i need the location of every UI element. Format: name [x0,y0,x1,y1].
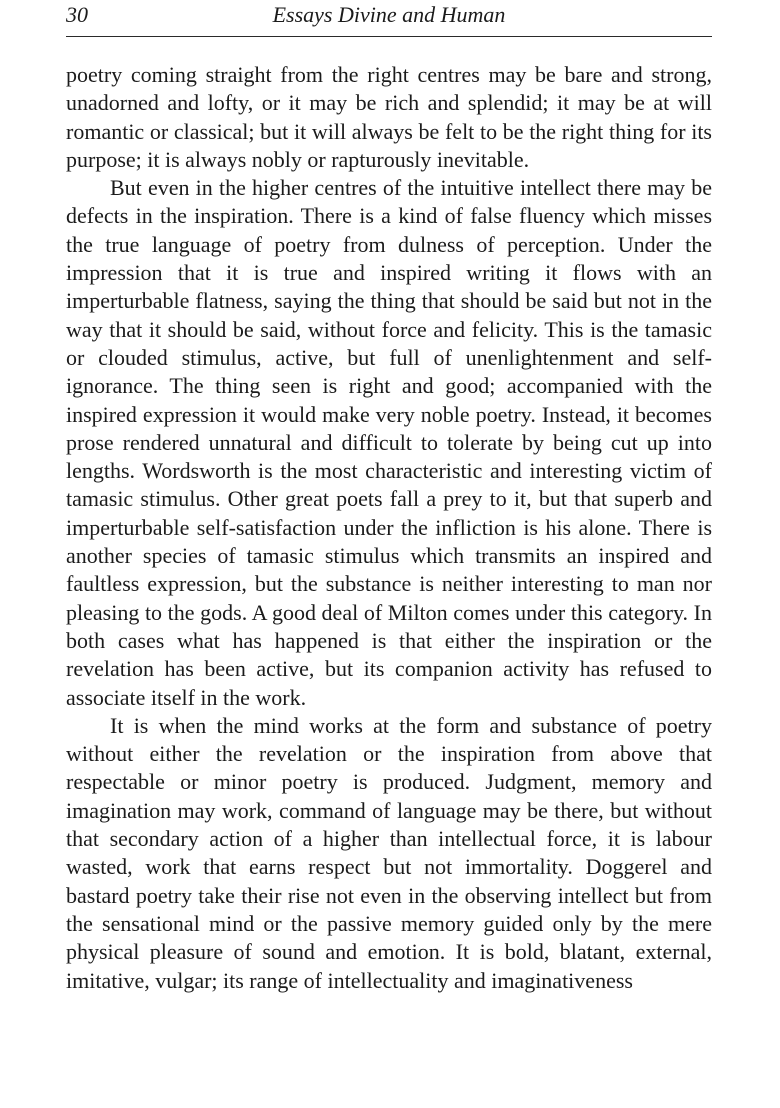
body-text [66,61,712,995]
paragraph-minor-poetry: It is when the mind works at the form and substance of poetry without either the revelation or the inspiration from above that respectable or minor poetry is produced. Judgment, memory and imagination may work, command of language may be there, but without that secondary action of a higher than intellectual force, it is labour wasted, work that earns respect but not immortality. Doggerel and bastard poetry take their rise not even in the observing intellect but from the sensational mind or the passive memory guided only by the mere physical pleasure of sound and emotion. It is bold, blatant, external, imitative, vulgar; its range of intellectuality and imaginativeness [66,712,712,993]
paragraph-tamasic-stimulus: But even in the higher centres of the intuitive intellect there may be defects in the inspiration. There is a kind of false fluency which misses the true language of poetry from dulness of perception. Under the impression that it is true and inspired writing it flows with an imperturbable flatness, saying the thing that should be said but not in the way that it should be said, without force and felicity. This is the tamasic or clouded stimulus, active, but full of unenlightenment and self-ignorance. The thing seen is right and good; accompanied with the inspired expression it would make very noble poetry. Instead, it becomes prose rendered unnatural and difficult to tolerate by being cut up into lengths. Wordsworth is the most characteristic and interesting victim of tamasic stimulus. Other great poets fall a prey to it, but that superb and imperturbable self-satisfaction under the infliction is his alone. There is another species of tamasic stimulus which transmits an inspired and faultless expression, but the substance is neither interesting to man nor pleasing to the gods. A good deal of Milton comes under this category. In both cases what has happened is that either the inspiration or the revelation has been active, but its companion activity has refused to associate itself in the work. [66,175,712,710]
running-title: Essays Divine and Human [272,2,506,27]
paragraph-continued: poetry coming straight from the right centres may be bare and strong, unadorned and lofty, or it may be rich and splendid; it may be at will romantic or classical; but it will always be felt to be the right thing for its purpose; it is always nobly or rapturously inevitable. [66,62,712,172]
page-number: 30 [66,2,88,27]
book-page [66,0,712,995]
running-head [66,0,712,37]
